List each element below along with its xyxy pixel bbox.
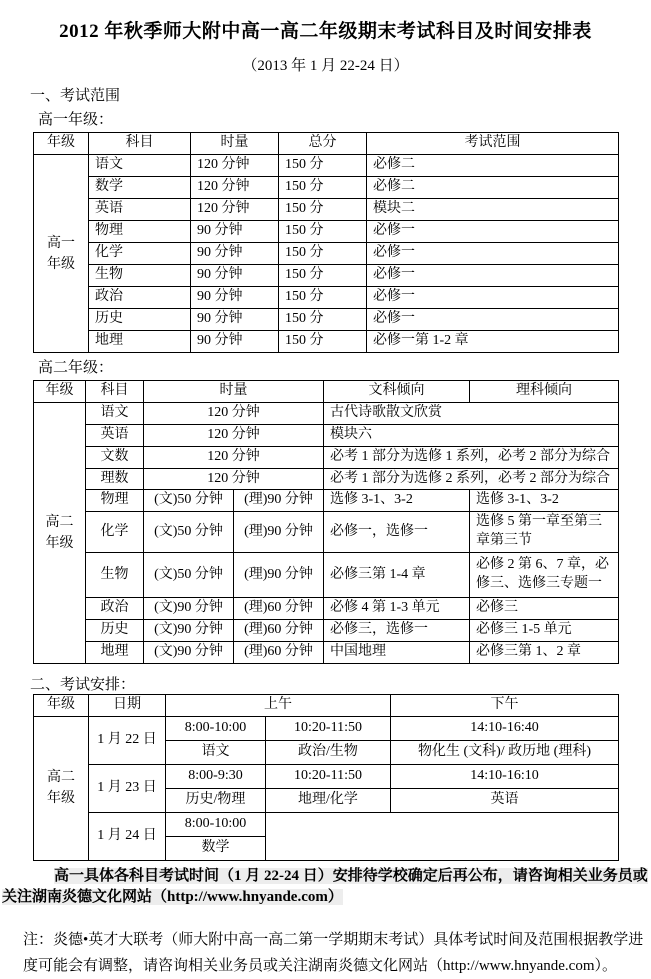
scope-cell: 必修一 [367,221,619,243]
scope-cell: 必修一 [367,243,619,265]
duration-cell: 120 分钟 [191,199,279,221]
duration-science-cell: (理)90 分钟 [234,553,324,598]
table-row [34,265,619,287]
score-cell: 150 分 [279,177,367,199]
science-scope-cell: 必修三 1-5 单元 [470,620,619,642]
header-row [34,694,619,716]
duration-cell: 120 分钟 [191,155,279,177]
table-row [34,402,619,424]
duration-liberal-cell: (文)90 分钟 [144,598,234,620]
subject-cell: 历史 [86,620,144,642]
subject-cell: 物理 [89,221,191,243]
table-row [34,512,619,553]
subject-slot-cell: 历史/物理 [166,788,266,812]
duration-cell: 120 分钟 [144,446,324,468]
subject-cell: 地理 [86,641,144,663]
liberal-scope-cell: 必修一，选修一 [324,512,470,553]
subject-slot-cell: 地理/化学 [266,788,391,812]
duration-liberal-cell: (文)50 分钟 [144,553,234,598]
duration-science-cell: (理)90 分钟 [234,490,324,512]
table-row [34,620,619,642]
science-scope-cell: 必修 2 第 6、7 章，必修三、选修三专题一 [470,553,619,598]
time-slot-cell: 14:10-16:40 [391,716,619,740]
announcement-text: 高一具体各科目考试时间（1 月 22-24 日）安排待学校确定后再公布，请咨询相关业务员或关注湖南炎德文化网站（http://www.hnyande.com） [2,867,648,905]
table-row [34,764,619,788]
score-cell: 150 分 [279,243,367,265]
score-cell: 150 分 [279,309,367,331]
science-scope-cell: 必修三第 1、2 章 [470,641,619,663]
scope-cell: 必修一 [367,309,619,331]
duration-cell: 90 分钟 [191,309,279,331]
liberal-scope-cell: 中国地理 [324,641,470,663]
header-cell-liberal-arts: 文科倾向 [324,381,470,403]
section-heading-schedule: 二、考试安排： [30,676,136,693]
duration-cell: 120 分钟 [144,424,324,446]
duration-liberal-cell: (文)90 分钟 [144,620,234,642]
header-cell-science: 理科倾向 [470,381,619,403]
duration-liberal-cell: (文)90 分钟 [144,641,234,663]
scope-cell: 必考 1 部分为选修 1 系列，必考 2 部分为综合 [324,446,619,468]
grade-cell: 高二年级 [34,402,86,663]
time-slot-cell: 14:10-16:10 [391,764,619,788]
note-paragraph: 注：炎德•英才大联考（师大附中高一高二第一学期期末考试）具体考试时间及范围根据教学进度可能会有调整，请咨询相关业务员或关注湖南炎德文化网站（http://www.hnyande.com）。 [23,931,644,974]
subject-cell: 化学 [86,512,144,553]
score-cell: 150 分 [279,199,367,221]
scope-cell: 必修一 [367,265,619,287]
score-cell: 150 分 [279,265,367,287]
subject-cell: 数学 [89,177,191,199]
subject-cell: 理数 [86,468,144,490]
subject-cell: 化学 [89,243,191,265]
science-scope-cell: 选修 3-1、3-2 [470,490,619,512]
subject-cell: 语文 [89,155,191,177]
subject-cell: 地理 [89,331,191,353]
header-cell-duration: 时量 [191,133,279,155]
duration-liberal-cell: (文)50 分钟 [144,490,234,512]
time-slot-cell: 8:00-10:00 [166,812,266,836]
table-row [34,490,619,512]
liberal-scope-cell: 选修 3-1、3-2 [324,490,470,512]
table-row [34,221,619,243]
subject-slot-cell: 英语 [391,788,619,812]
scope-cell: 必考 1 部分为选修 2 系列，必考 2 部分为综合 [324,468,619,490]
page-subtitle: （2013 年 1 月 22-24 日） [242,58,409,74]
header-cell-duration: 时量 [144,381,324,403]
table-row [34,243,619,265]
subject-cell: 历史 [89,309,191,331]
duration-cell: 90 分钟 [191,265,279,287]
grade2-table-label: 高二年级： [38,360,114,376]
scope-cell: 模块六 [324,424,619,446]
science-scope-cell: 选修 5 第一章至第三章第三节 [470,512,619,553]
time-slot-cell: 8:00-10:00 [166,716,266,740]
score-cell: 150 分 [279,221,367,243]
header-row [34,133,619,155]
empty-slot-cell [266,812,619,860]
scope-cell: 必修二 [367,155,619,177]
liberal-scope-cell: 必修三，选修一 [324,620,470,642]
table-row [34,199,619,221]
header-cell-grade: 年级 [34,381,86,403]
duration-cell: 120 分钟 [144,468,324,490]
header-cell-subject: 科目 [89,133,191,155]
duration-cell: 90 分钟 [191,331,279,353]
subject-slot-cell: 政治/生物 [266,740,391,764]
header-cell-grade: 年级 [34,694,89,716]
subject-cell: 生物 [86,553,144,598]
date-cell: 1 月 22 日 [89,716,166,764]
subject-slot-cell: 语文 [166,740,266,764]
duration-science-cell: (理)60 分钟 [234,641,324,663]
date-cell: 1 月 24 日 [89,812,166,860]
header-cell-morning: 上午 [166,694,391,716]
scope-cell: 古代诗歌散文欣赏 [324,402,619,424]
document-page [0,16,651,974]
header-row [34,381,619,403]
duration-science-cell: (理)90 分钟 [234,512,324,553]
header-cell-subject: 科目 [86,381,144,403]
header-cell-grade: 年级 [34,133,89,155]
duration-cell: 120 分钟 [144,402,324,424]
exam-schedule-table [33,694,619,861]
table-row [34,446,619,468]
subject-cell: 文数 [86,446,144,468]
subject-cell: 政治 [89,287,191,309]
section-heading-scope: 一、考试范围 [30,88,121,104]
table-row [34,641,619,663]
subject-cell: 物理 [86,490,144,512]
table-row [34,716,619,740]
time-slot-cell: 10:20-11:50 [266,764,391,788]
duration-cell: 90 分钟 [191,221,279,243]
announcement-paragraph [2,866,649,908]
liberal-scope-cell: 必修 4 第 1-3 单元 [324,598,470,620]
table-row [34,468,619,490]
science-scope-cell: 必修三 [470,598,619,620]
grade2-scope-table [33,380,619,664]
score-cell: 150 分 [279,331,367,353]
subject-cell: 语文 [86,402,144,424]
scope-cell: 必修一第 1-2 章 [367,331,619,353]
table-row [34,177,619,199]
duration-science-cell: (理)60 分钟 [234,620,324,642]
subject-cell: 英语 [86,424,144,446]
table-row [34,155,619,177]
grade-cell: 高一年级 [34,155,89,353]
scope-cell: 必修二 [367,177,619,199]
grade1-table-label: 高一年级： [38,112,114,128]
scope-cell: 必修一 [367,287,619,309]
table-row [34,553,619,598]
table-row [34,309,619,331]
time-slot-cell: 8:00-9:30 [166,764,266,788]
table-row [34,598,619,620]
grade1-scope-table [33,132,619,353]
date-cell: 1 月 23 日 [89,764,166,812]
duration-cell: 90 分钟 [191,287,279,309]
subject-slot-cell: 物化生 (文科)/ 政历地 (理科) [391,740,619,764]
duration-liberal-cell: (文)50 分钟 [144,512,234,553]
liberal-scope-cell: 必修三第 1-4 章 [324,553,470,598]
header-cell-scope: 考试范围 [367,133,619,155]
scope-cell: 模块二 [367,199,619,221]
duration-science-cell: (理)60 分钟 [234,598,324,620]
header-cell-total-score: 总分 [279,133,367,155]
score-cell: 150 分 [279,155,367,177]
page-title: 2012 年秋季师大附中高一高二年级期末考试科目及时间安排表 [59,21,592,42]
duration-cell: 90 分钟 [191,243,279,265]
header-cell-date: 日期 [89,694,166,716]
table-row [34,424,619,446]
table-row [34,287,619,309]
subject-cell: 生物 [89,265,191,287]
subject-slot-cell: 数学 [166,836,266,860]
grade-cell: 高二年级 [34,716,89,860]
time-slot-cell: 10:20-11:50 [266,716,391,740]
subject-cell: 政治 [86,598,144,620]
subject-cell: 英语 [89,199,191,221]
duration-cell: 120 分钟 [191,177,279,199]
table-row [34,331,619,353]
header-cell-afternoon: 下午 [391,694,619,716]
score-cell: 150 分 [279,287,367,309]
table-row [34,812,619,836]
